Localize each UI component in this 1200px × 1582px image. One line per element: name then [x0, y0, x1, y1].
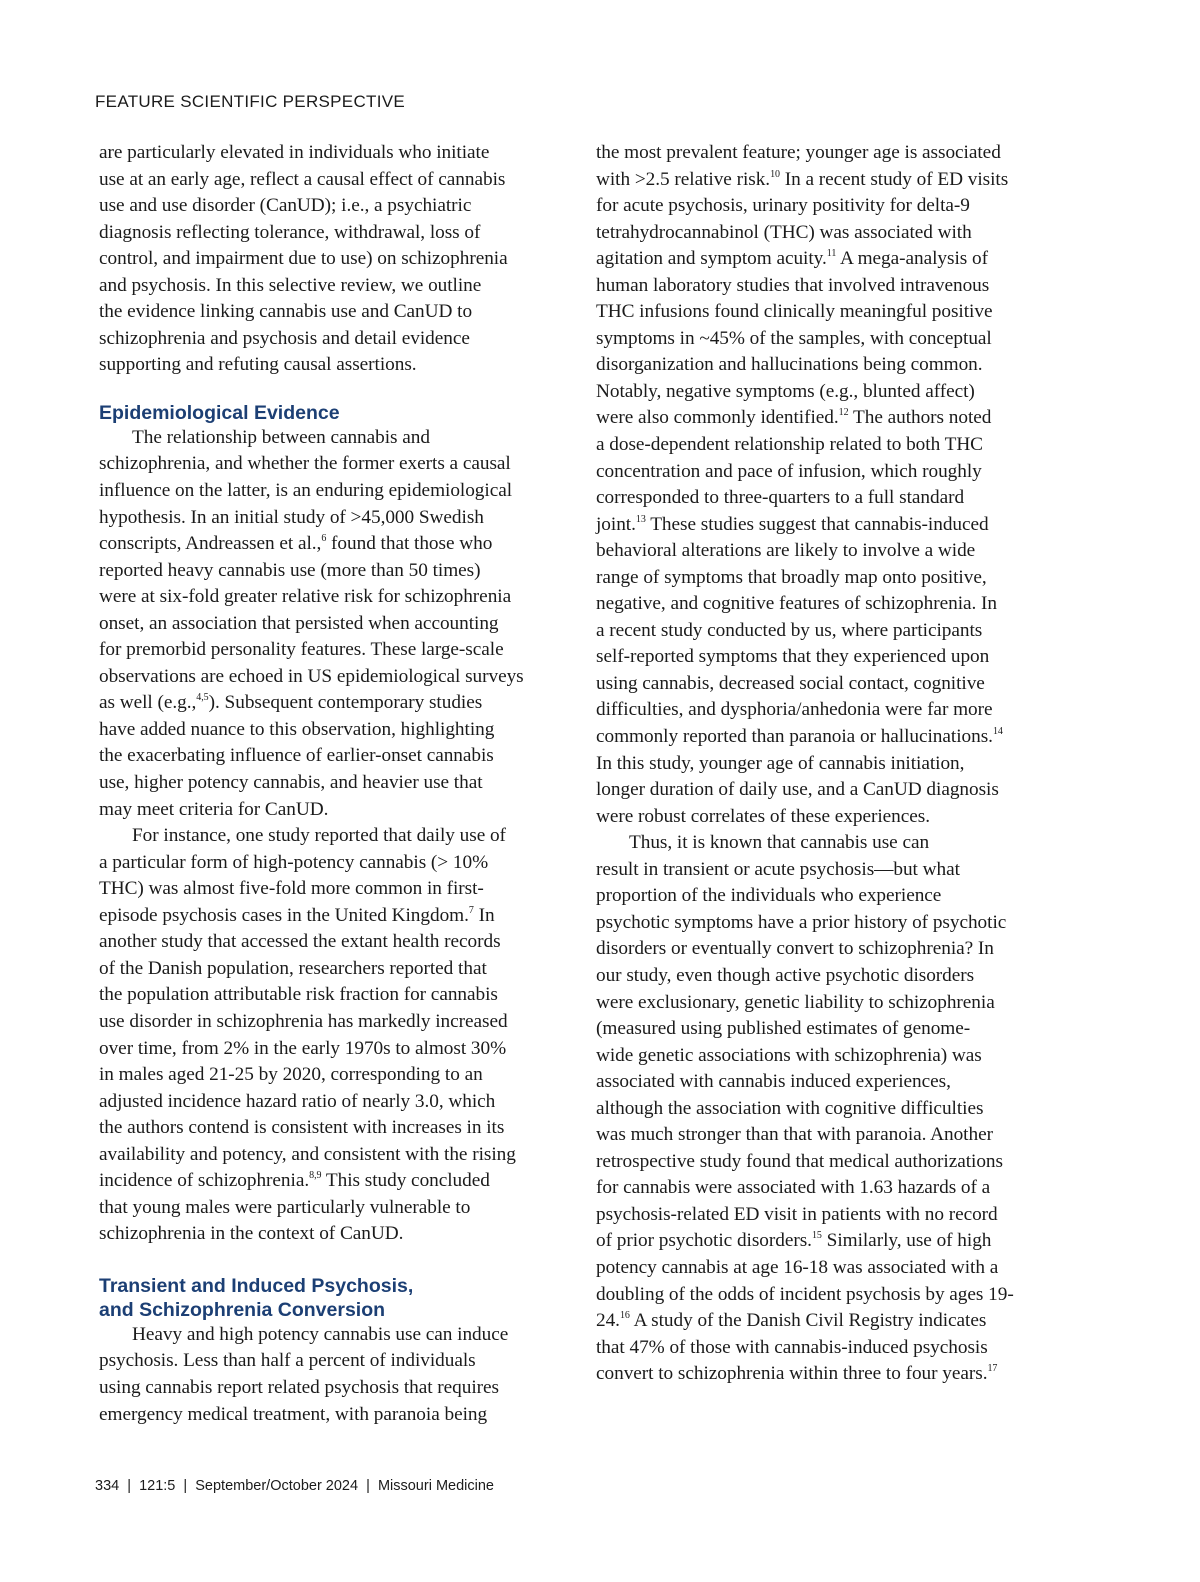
transient-paragraph-1: Heavy and high potency cannabis use can induce psychosis. Less than half a percent of individuals using cannabis report related psychosis that requires emergency medical treatment, with paranoia being [99, 1323, 509, 1425]
epidemiological-paragraph-1 [99, 425, 577, 823]
reference-superscript: 12 [838, 407, 849, 419]
reference-superscript: 6 [321, 533, 327, 545]
reference-superscript: 15 [811, 1230, 822, 1242]
text-segment: The relationship between cannabis and schizophrenia, and whether the former exerts a causal influence on the latter, is an enduring epidemiological hypothesis. In an initial study of >45,000 Swedish conscripts, Andreassen et al., [99, 426, 513, 555]
text-segment: found that those who reported heavy cannabis use (more than 50 times) were at six-fold greater relative risk for schizophrenia onset, an association that persisted when accounting for premorbid personality features. These large-scale observations are echoed in US epidemiological surveys as well (e.g., [99, 533, 524, 714]
reference-superscript: 11 [826, 248, 837, 260]
text-segment: These studies suggest that cannabis-induced behavioral alterations are likely to involve a wide range of symptoms that broadly map onto positive, negative, and cognitive features of schizophrenia. In a recent study conducted by us, where participants self-reported symptoms that they experienced upon using cannabis, decreased social contact, cognitive difficulties, and dysphoria/anhedonia were far more commonly reported than paranoia or hallucinations. [596, 513, 998, 748]
reference-superscript: 10 [770, 168, 780, 180]
text-segment: In another study that accessed the extant health records of the Danish population, researchers reported that the population attributable risk fraction for cannabis use disorder in schizophrenia has markedly increased over time, from 2% in the early 1970s to almost 30% in males aged 21-25 by 2020, corresponding to an adjusted incidence hazard ratio of nearly 3.0, which the authors contend is consistent with increases in its availability and potency, and consistent with the rising incidence of schizophrenia. [99, 904, 516, 1192]
running-head: FEATURE SCIENTIFIC PERSPECTIVE [95, 92, 406, 111]
right-column [596, 140, 1074, 1388]
text-segment: For instance, one study reported that daily use of a particular form of high-potency cannabis (> 10% THC) was almost five-fold more common in first- episode psychosis cases in the United Kingdom. [99, 825, 506, 926]
text-segment: A study of the Danish Civil Registry indicates that 47% of those with cannabis-induced psychosis convert to schizophrenia within three to four years. [596, 1310, 988, 1385]
reference-superscript: 17 [987, 1363, 998, 1375]
right-paragraph-2 [596, 830, 1074, 1387]
text-segment: This study concluded that young males were particularly vulnerable to schizophrenia in the context of CanUD. [99, 1170, 490, 1245]
text-segment: ). Subsequent contemporary studies have added nuance to this observation, highlighting the exacerbating influence of earlier-onset cannabis use, higher potency cannabis, and heavier use that may meet criteria for CanUD. [99, 692, 495, 820]
text-segment: the most prevalent feature; younger age is associated with >2.5 relative risk. [596, 142, 1001, 190]
heading-transient-induced-psychosis: Transient and Induced Psychosis, and Schizophrenia Conversion [99, 1274, 414, 1321]
left-column [99, 140, 577, 1428]
text-segment: In this study, younger age of cannabis initiation, longer duration of daily use, and a CanUD diagnosis were robust correlates of these experiences. [596, 752, 999, 827]
intro-paragraph: are particularly elevated in individuals who initiate use at an early age, reflect a causal effect of cannabis use and use disorder (CanUD); i.e., a psychiatric diagnosis reflecting tolerance, withdrawal, loss of control, and impairment due to use) on schizophrenia and psychosis. In this selective review, we outline the evidence linking cannabis use and CanUD to schizophrenia and psychosis and detail evidence supporting and refuting causal assertions. [99, 142, 508, 376]
heading-epidemiological-evidence: Epidemiological Evidence [99, 401, 340, 424]
text-segment: Thus, it is known that cannabis use can result in transient or acute psychosis—but what proportion of the individuals who experience psychotic symptoms have a prior history of psychotic disorders or eventually convert to schizophrenia? In our study, even though active psychotic disorders were exclusionary, genetic liability to schizophrenia (measured using published estimates of genome- wide genetic associations with schizophrenia) was associated with cannabis induced experiences, although the association with cognitive difficulties was much stronger than that with paranoia. Another retrospective study found that medical authorizations for cannabis were associated with 1.63 hazards of a psychosis-related ED visit in patients with no record of prior psychotic disorders. [596, 832, 1007, 1252]
reference-superscript: 8,9 [309, 1170, 322, 1182]
text-segment: In a recent study of ED visits for acute psychosis, urinary positivity for delta-9 tetrahydrocannabinol (THC) was associated with agitation and symptom acuity. [596, 168, 1009, 270]
text-segment: The authors noted a dose-dependent relationship related to both THC concentration and pace of infusion, which roughly corresponded to three-quarters to a full standard joint. [596, 407, 992, 535]
reference-superscript: 4,5 [196, 692, 209, 704]
text-segment: A mega-analysis of human laboratory studies that involved intravenous THC infusions found clinically meaningful positive symptoms in ~45% of the samples, with conceptual disorganization and hallucinations being common. Notably, negative symptoms (e.g., blunted affect) were also commonly identified. [596, 248, 993, 429]
reference-superscript: 7 [468, 904, 474, 916]
reference-superscript: 16 [619, 1310, 630, 1322]
right-paragraph-1 [596, 140, 1074, 830]
text-segment: Similarly, use of high potency cannabis at age 16-18 was associated with a doubling of the odds of incident psychosis by ages 19- 24. [596, 1230, 1014, 1332]
page-footer-citation: 334 | 121:5 | September/October 2024 | Missouri Medicine [95, 1478, 494, 1494]
reference-superscript: 14 [992, 726, 1003, 738]
reference-superscript: 13 [635, 513, 646, 525]
epidemiological-paragraph-2 [99, 823, 577, 1248]
